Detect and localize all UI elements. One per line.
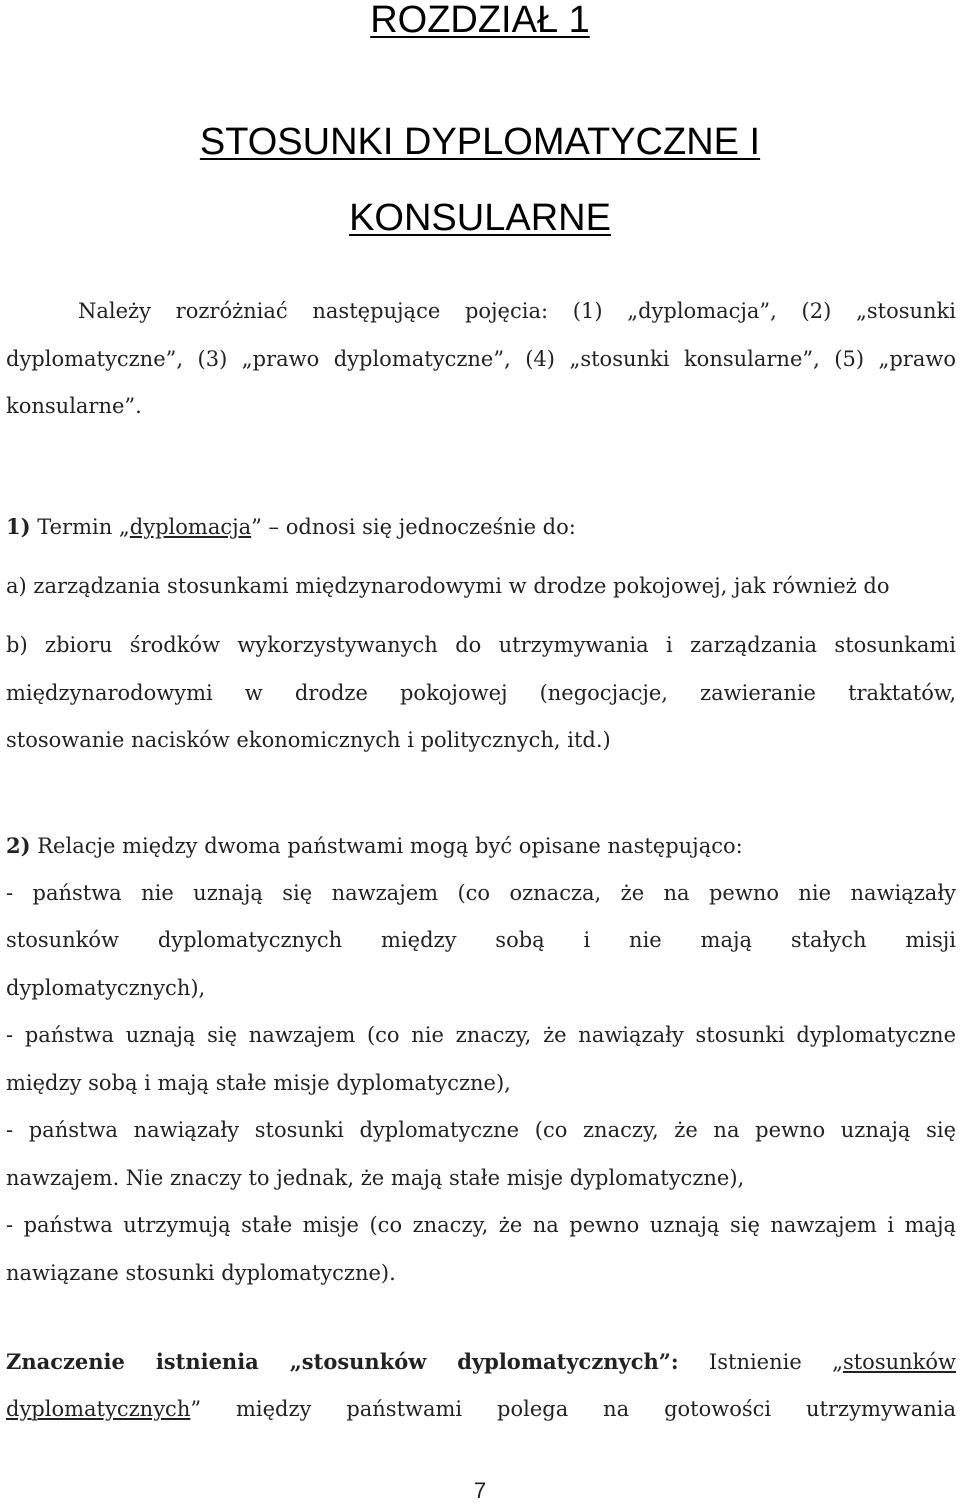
section-1 — [6, 503, 956, 551]
list-line: stosunków dyplomatycznych między sobą i nie mają stałych misji — [6, 928, 956, 952]
section-3-bold-lead: Znaczenie istnienia „stosunków dyplomatycznych”: — [6, 1349, 679, 1374]
intro-paragraph — [6, 288, 956, 431]
list-line: - państwa nawiązały stosunki dyplomatyczne (co znaczy, że na pewno uznają się — [6, 1118, 956, 1142]
item-line: międzynarodowymi w drodze pokojowej (negocjacje, zawieranie traktatów, — [6, 680, 956, 705]
section-1-lead — [6, 503, 956, 551]
list-line: dyplomatycznych), — [6, 975, 206, 1000]
item-line: a) zarządzania stosunkami międzynarodowymi w drodze pokojowej, jak również do — [6, 574, 890, 598]
section-1-item-b — [6, 622, 956, 765]
section-3-text: Istnienie „ — [678, 1350, 843, 1374]
section-3-line-1 — [6, 1338, 956, 1386]
list-line: - państwa uznają się nawzajem (co nie znaczy, że nawiązały stosunki dyplomatyczne — [6, 1023, 956, 1047]
section-1-item-a — [6, 563, 956, 611]
section-2 — [6, 822, 956, 1297]
title-line-1: STOSUNKI DYPLOMATYCZNE I — [199, 121, 761, 163]
title-line-2: KONSULARNE — [349, 197, 611, 239]
section-number: 2) — [6, 833, 31, 858]
term-dyplomacja: dyplomacja — [129, 515, 252, 539]
intro-line: Należy rozróżniać następujące pojęcia: (1) „dyplomacja”, (2) „stosunki — [78, 299, 956, 323]
list-line: - państwa nie uznają się nawzajem (co oznacza, że na pewno nie nawiązały — [6, 880, 956, 905]
intro-line: konsularne”. — [6, 394, 142, 418]
lead-text: ” – odnosi się jednocześnie do: — [251, 515, 576, 539]
lead-text: Relacje między dwoma państwami mogą być opisane następująco: — [30, 834, 743, 858]
list-line: nawiązane stosunki dyplomatyczne). — [6, 1260, 396, 1285]
list-line: - państwa utrzymują stałe misje (co znaczy, że na pewno uznają się nawzajem i mają — [6, 1213, 956, 1237]
chapter-heading: ROZDZIAŁ 1 — [370, 0, 590, 41]
item-line: stosowanie nacisków ekonomicznych i politycznych, itd.) — [6, 728, 611, 752]
list-line: nawzajem. Nie znaczy to jednak, że mają stałe misje dyplomatyczne), — [6, 1165, 745, 1190]
term-stosunkow: stosunków — [842, 1350, 956, 1374]
lead-text: Termin „ — [30, 515, 130, 539]
item-line: b) zbioru środków wykorzystywanych do utrzymywania i zarządzania stosunkami — [6, 633, 956, 657]
section-number: 1) — [6, 514, 31, 539]
list-line: między sobą i mają stałe misje dyplomatyczne), — [6, 1070, 511, 1095]
intro-line: dyplomatyczne”, (3) „prawo dyplomatyczne”, (4) „stosunki konsularne”, (5) „prawo — [6, 346, 956, 371]
section-3 — [6, 1338, 956, 1433]
section-2-lead — [6, 822, 956, 870]
term-dyplomatycznych: dyplomatycznych — [6, 1396, 191, 1421]
section-3-text: ” między państwami polega na gotowości utrzymywania — [190, 1396, 956, 1421]
section-3-line-2 — [6, 1386, 956, 1434]
page-number: 7 — [473, 1478, 487, 1503]
